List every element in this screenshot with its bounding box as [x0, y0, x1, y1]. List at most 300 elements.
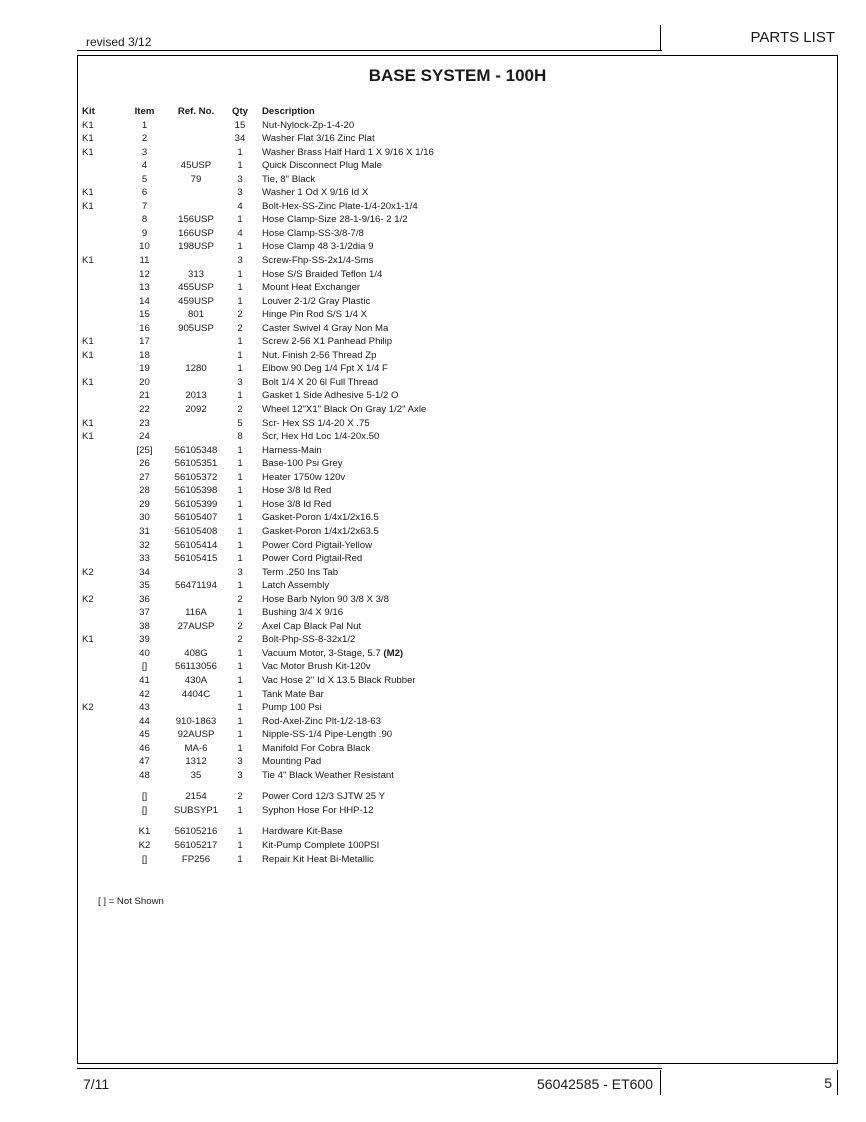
table-row [82, 484, 434, 498]
revision-label: revised 3/12 [86, 35, 152, 49]
kit-cell [82, 498, 122, 512]
qty-cell: 1 [237, 607, 243, 619]
item-cell: [] [141, 804, 148, 816]
kit-cell [82, 213, 122, 227]
qty-cell: 4 [237, 227, 243, 239]
spacer-cell [82, 782, 434, 790]
kit-cell [82, 322, 122, 336]
qty-cell: 1 [237, 282, 243, 294]
kit-cell [82, 389, 122, 403]
table-row [82, 620, 434, 634]
item-cell: 16 [139, 322, 150, 334]
table-row [82, 839, 434, 853]
col-desc-header: Description [262, 106, 315, 117]
qty-cell: 1 [237, 553, 243, 565]
desc-cell: Bolt-Hex-SS-Zinc Plate-1/4-20x1-1/4 [262, 200, 418, 212]
table-row [82, 688, 434, 702]
desc-cell: Bolt 1/4 X 20 6l Full Thread [262, 376, 379, 388]
kit-cell [82, 268, 122, 282]
qty-cell: 1 [237, 363, 243, 375]
table-row [82, 430, 434, 444]
footer-doc-number: 56042585 - ET600 [537, 1076, 653, 1092]
desc-cell: Scr- Hex SS 1/4-20 X .75 [262, 417, 370, 429]
table-row [82, 376, 434, 390]
ref-cell: 56105217 [174, 839, 218, 851]
desc-cell: Hose Clamp-SS-3/8-7/8 [262, 227, 364, 239]
qty-cell: 3 [237, 173, 243, 185]
parts-table-body [82, 119, 434, 867]
item-cell: 30 [139, 512, 150, 524]
kit-cell [82, 295, 122, 309]
parts-list-frame [77, 55, 838, 1064]
kit-cell [82, 308, 122, 322]
qty-cell: 1 [237, 804, 243, 816]
table-row [82, 268, 434, 282]
table-row [82, 146, 434, 160]
table-row [82, 566, 434, 580]
table-row [82, 308, 434, 322]
ref-cell: 56105216 [174, 826, 218, 838]
ref-cell: 2013 [185, 390, 207, 402]
table-row [82, 389, 434, 403]
desc-cell: Hose S/S Braided Teflon 1/4 [262, 268, 383, 280]
item-cell: 40 [139, 647, 150, 659]
qty-cell: 1 [237, 525, 243, 537]
table-row [82, 511, 434, 525]
qty-cell: 1 [237, 485, 243, 497]
ref-cell: 459USP [178, 295, 214, 307]
item-cell: 44 [139, 715, 150, 727]
table-row [82, 281, 434, 295]
col-qty-header: Qty [232, 106, 248, 117]
item-cell: 38 [139, 620, 150, 632]
desc-cell: Vacuum Motor, 3-Stage, 5.7 (M2) [262, 647, 404, 659]
desc-cell: Power Cord Pigtail-Red [262, 553, 363, 565]
kit-cell [82, 606, 122, 620]
item-cell: 11 [139, 255, 150, 267]
qty-cell: 3 [237, 566, 243, 578]
qty-cell: 1 [237, 715, 243, 727]
ref-cell: 56471194 [175, 580, 217, 592]
item-cell: 19 [139, 363, 150, 375]
table-row [82, 804, 434, 818]
table-row [82, 200, 434, 214]
item-cell: 36 [139, 593, 150, 605]
ref-cell [167, 335, 225, 349]
qty-cell: 1 [237, 160, 243, 172]
qty-cell: 3 [237, 255, 243, 267]
table-row [82, 295, 434, 309]
table-row [82, 444, 434, 458]
kit-cell: K1 [82, 349, 94, 361]
qty-cell: 3 [237, 187, 243, 199]
table-row [82, 593, 434, 607]
qty-cell: 2 [237, 620, 243, 632]
desc-cell: Tank Mate Bar [262, 688, 324, 700]
desc-cell: Washer 1 Od X 9/16 Id X [262, 187, 369, 199]
item-cell: 21 [139, 390, 150, 402]
qty-cell: 1 [237, 146, 243, 158]
desc-cell: Washer Flat 3/16 Zinc Plat [262, 133, 375, 145]
ref-cell: 27AUSP [177, 620, 215, 632]
kit-cell [82, 539, 122, 553]
page-number: 5 [824, 1075, 832, 1091]
item-cell: 12 [139, 268, 150, 280]
item-cell: 10 [139, 241, 150, 253]
table-row [82, 227, 434, 241]
ref-cell: 79 [190, 173, 202, 185]
item-cell: 32 [139, 539, 150, 551]
table-row [82, 633, 434, 647]
qty-cell: 3 [237, 769, 243, 781]
desc-cell: Screw 2-56 X1 Panhead Philip [262, 336, 393, 348]
desc-cell: Base-100 Psi Grey [262, 458, 343, 470]
ref-cell: 4404C [181, 688, 211, 700]
kit-cell [82, 853, 122, 867]
qty-cell: 1 [237, 539, 243, 551]
table-row [82, 674, 434, 688]
table-row [82, 132, 434, 146]
qty-cell: 15 [234, 119, 246, 131]
qty-cell: 1 [237, 241, 243, 253]
table-row [82, 322, 434, 336]
kit-cell [82, 825, 122, 839]
ref-cell: 35 [190, 769, 202, 781]
kit-cell: K1 [82, 119, 94, 131]
table-row [82, 186, 434, 200]
kit-cell [82, 552, 122, 566]
row-spacer [82, 782, 434, 790]
item-cell: 1 [141, 119, 148, 131]
ref-cell: 2154 [185, 791, 207, 803]
kit-cell [82, 525, 122, 539]
table-header-row [82, 105, 434, 119]
kit-cell [82, 511, 122, 525]
table-row [82, 606, 434, 620]
ref-cell: 56105372 [174, 471, 218, 483]
ref-cell: 56105415 [174, 553, 218, 565]
footer-rule [77, 1068, 662, 1069]
col-ref-header: Ref. No. [177, 106, 215, 117]
table-row [82, 173, 434, 187]
item-cell: 14 [139, 295, 150, 307]
kit-cell [82, 159, 122, 173]
kit-cell: K2 [82, 702, 94, 714]
kit-cell [82, 790, 122, 804]
ref-cell: 56105398 [174, 485, 218, 497]
qty-cell: 1 [237, 729, 243, 741]
qty-cell: 1 [237, 498, 243, 510]
table-row [82, 213, 434, 227]
ref-cell [167, 417, 225, 431]
desc-cell: Rod-Axel-Zinc Plt-1/2-18-63 [262, 715, 381, 727]
table-row [82, 254, 434, 268]
ref-cell: FP256 [181, 853, 211, 865]
table-row [82, 701, 434, 715]
ref-cell: 56105407 [174, 512, 218, 524]
item-cell: 47 [139, 756, 150, 768]
kit-cell [82, 688, 122, 702]
ref-cell: 45USP [180, 160, 212, 172]
desc-cell: Hose 3/8 Id Red [262, 498, 332, 510]
desc-cell: Latch Assembly [262, 580, 330, 592]
motor-code: (M2) [383, 647, 404, 659]
desc-cell: Tie 4" Black Weather Resistant [262, 769, 394, 781]
item-cell: 34 [139, 566, 150, 578]
table-row [82, 728, 434, 742]
item-cell: 22 [139, 404, 150, 416]
col-kit-header: Kit [82, 106, 95, 117]
item-cell: 17 [139, 336, 150, 348]
item-cell: 6 [141, 187, 148, 199]
desc-cell: Mounting Pad [262, 756, 322, 768]
table-row [82, 362, 434, 376]
item-cell: [25] [136, 444, 153, 456]
table-row [82, 335, 434, 349]
table-row [82, 579, 434, 593]
qty-cell: 1 [237, 512, 243, 524]
desc-cell: Bushing 3/4 X 9/16 [262, 607, 344, 619]
kit-cell [82, 403, 122, 417]
qty-cell: 1 [237, 580, 243, 592]
table-row [82, 769, 434, 783]
item-cell: 48 [139, 769, 150, 781]
item-cell: 20 [139, 376, 150, 388]
desc-cell: Louver 2-1/2 Gray Plastic [262, 295, 371, 307]
ref-cell: 905USP [178, 322, 214, 334]
item-cell: 8 [141, 214, 148, 226]
kit-cell [82, 281, 122, 295]
ref-cell [167, 119, 225, 133]
qty-cell: 5 [237, 417, 243, 429]
item-cell: 3 [141, 146, 148, 158]
ref-cell: 313 [187, 268, 204, 280]
desc-cell: Caster Swivel 4 Gray Non Ma [262, 322, 389, 334]
item-cell: 9 [141, 227, 148, 239]
item-cell: [] [141, 661, 148, 673]
ref-cell [167, 186, 225, 200]
table-row [82, 525, 434, 539]
item-cell: 4 [141, 160, 148, 172]
kit-cell [82, 647, 122, 661]
desc-cell: Elbow 90 Deg 1/4 Fpt X 1/4 F [262, 363, 388, 375]
item-cell: 27 [139, 471, 150, 483]
table-row [82, 552, 434, 566]
col-item-header: Item [134, 106, 155, 117]
table-row [82, 755, 434, 769]
desc-cell: Washer Brass Half Hard 1 X 9/16 X 1/16 [262, 146, 434, 158]
qty-cell: 1 [237, 661, 243, 673]
ref-cell: 430A [184, 674, 208, 686]
row-spacer [82, 817, 434, 825]
table-row [82, 349, 434, 363]
desc-cell: Nut-Nylock-Zp-1-4-20 [262, 119, 355, 131]
ref-cell [167, 566, 225, 580]
not-shown-note: [ ] = Not Shown [98, 896, 164, 907]
qty-cell: 2 [237, 634, 243, 646]
ref-cell: 56113056 [175, 661, 217, 673]
kit-cell: K1 [82, 187, 94, 199]
kit-cell [82, 839, 122, 853]
qty-cell: 1 [237, 471, 243, 483]
qty-cell: 1 [237, 458, 243, 470]
qty-cell: 1 [237, 853, 243, 865]
ref-cell: MA-6 [184, 742, 208, 754]
ref-cell: 56105351 [174, 458, 218, 470]
kit-cell: K1 [82, 133, 94, 145]
ref-cell: 56105348 [174, 444, 218, 456]
desc-cell: Heater 1750w 120v [262, 471, 346, 483]
kit-cell: K1 [82, 336, 94, 348]
qty-cell: 3 [237, 376, 243, 388]
table-row [82, 159, 434, 173]
item-cell: 13 [139, 282, 150, 294]
ref-cell [167, 593, 225, 607]
desc-cell: Pump 100 Psi [262, 702, 322, 714]
ref-cell: 1312 [185, 756, 207, 768]
desc-cell: Hose Barb Nylon 90 3/8 X 3/8 [262, 593, 389, 605]
qty-cell: 1 [237, 702, 243, 714]
kit-cell: K1 [82, 431, 94, 443]
table-row [82, 825, 434, 839]
item-cell: 23 [139, 417, 150, 429]
ref-cell: 1280 [185, 363, 207, 375]
ref-cell: 156USP [178, 214, 214, 226]
ref-cell: 198USP [178, 241, 214, 253]
section-title: PARTS LIST [750, 29, 835, 46]
qty-cell: 1 [237, 444, 243, 456]
table-row [82, 457, 434, 471]
kit-cell: K1 [82, 200, 94, 212]
qty-cell: 3 [237, 756, 243, 768]
qty-cell: 8 [237, 431, 243, 443]
desc-cell: Gasket-Poron 1/4x1/2x63.5 [262, 525, 379, 537]
desc-cell: Term .250 Ins Tab [262, 566, 339, 578]
kit-cell [82, 579, 122, 593]
qty-cell: 1 [237, 268, 243, 280]
item-cell: 7 [141, 200, 148, 212]
table-row [82, 539, 434, 553]
kit-cell [82, 173, 122, 187]
item-cell: 15 [139, 309, 150, 321]
page-title: BASE SYSTEM - 100H [368, 66, 547, 85]
qty-cell: 1 [237, 674, 243, 686]
desc-cell: Syphon Hose For HHP-12 [262, 804, 374, 816]
table-row [82, 498, 434, 512]
qty-cell: 2 [237, 309, 243, 321]
item-cell: 46 [139, 742, 150, 754]
kit-cell: K1 [82, 634, 94, 646]
parts-table [82, 105, 434, 866]
desc-cell: Hose Clamp 48 3-1/2dia 9 [262, 241, 374, 253]
qty-cell: 2 [237, 791, 243, 803]
kit-cell [82, 769, 122, 783]
kit-cell: K1 [82, 417, 94, 429]
ref-cell: 116A [185, 607, 207, 619]
desc-cell: Hardware Kit-Base [262, 826, 343, 838]
table-row [82, 240, 434, 254]
item-cell: [] [141, 853, 148, 865]
desc-cell: Manifold For Cobra Black [262, 742, 371, 754]
kit-cell [82, 362, 122, 376]
ref-cell [167, 430, 225, 444]
qty-cell: 2 [237, 322, 243, 334]
qty-cell: 34 [234, 133, 246, 145]
item-cell: [] [141, 791, 148, 803]
table-row [82, 790, 434, 804]
desc-cell: Axel Cap Black Pal Nut [262, 620, 362, 632]
desc-cell: Mount Heat Exchanger [262, 282, 361, 294]
desc-cell: Repair Kit Heat Bi-Metallic [262, 853, 374, 865]
ref-cell: 801 [187, 309, 204, 321]
qty-cell: 1 [237, 390, 243, 402]
item-cell: 33 [139, 553, 150, 565]
table-row [82, 471, 434, 485]
desc-cell: Power Cord 12/3 SJTW 25 Y [262, 791, 385, 803]
desc-cell: Nut. Finish 2-56 Thread Zp [262, 349, 377, 361]
item-cell: 31 [139, 525, 150, 537]
qty-cell: 1 [237, 295, 243, 307]
kit-cell [82, 715, 122, 729]
section-header-box [660, 25, 839, 50]
table-row [82, 660, 434, 674]
item-cell: 39 [139, 634, 150, 646]
item-cell: K2 [138, 839, 151, 851]
kit-cell [82, 674, 122, 688]
table-row [82, 715, 434, 729]
item-cell: 43 [139, 702, 150, 714]
kit-cell [82, 471, 122, 485]
kit-cell [82, 660, 122, 674]
table-row [82, 417, 434, 431]
kit-cell [82, 444, 122, 458]
item-cell: 29 [139, 498, 150, 510]
ref-cell [167, 146, 225, 160]
desc-cell: Vac Hose 2" Id X 13.5 Black Rubber [262, 674, 416, 686]
table-row [82, 647, 434, 661]
desc-cell: Wheel 12"X1" Black On Gray 1/2" Axle [262, 404, 427, 416]
item-cell: 24 [139, 431, 150, 443]
item-cell: 41 [139, 674, 150, 686]
table-row [82, 403, 434, 417]
desc-cell: Hose Clamp-Size 28-1-9/16- 2 1/2 [262, 214, 408, 226]
desc-cell: Quick Disconnect Plug Male [262, 160, 382, 172]
kit-cell [82, 742, 122, 756]
table-row [82, 119, 434, 133]
kit-cell [82, 457, 122, 471]
table-row [82, 853, 434, 867]
qty-cell: 1 [237, 742, 243, 754]
item-cell: K1 [138, 826, 151, 838]
kit-cell: K1 [82, 146, 94, 158]
ref-cell: 56105408 [174, 525, 218, 537]
item-cell: 5 [141, 173, 148, 185]
ref-cell: 2092 [185, 404, 207, 416]
item-cell: 26 [139, 458, 150, 470]
desc-cell: Gasket 1 Side Adhesive 5-1/2 O [262, 390, 399, 402]
spacer-cell [82, 817, 434, 825]
ref-cell [167, 349, 225, 363]
qty-cell: 1 [237, 214, 243, 226]
qty-cell: 1 [237, 839, 243, 851]
footer-page-box [660, 1070, 838, 1095]
qty-cell: 1 [237, 336, 243, 348]
ref-cell [167, 254, 225, 268]
desc-cell: Screw-Fhp-SS-2x1/4-Sms [262, 255, 374, 267]
ref-cell [167, 200, 225, 214]
kit-cell: K2 [82, 566, 94, 578]
ref-cell [167, 701, 225, 715]
